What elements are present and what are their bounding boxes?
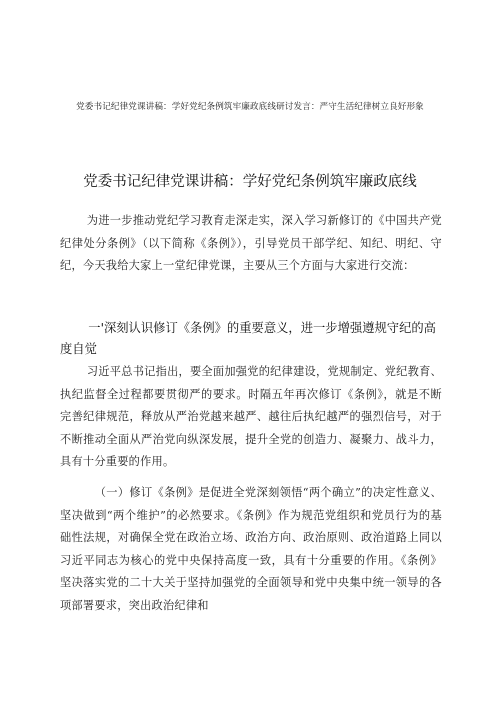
body-paragraph-2: 习近平总书记指出，要全面加强党的纪律建设，党规制定、党纪教育、执纪监督全过程都要贯彻严的要求。时隔五年再次修订《条例》，就是不断完善纪律规范，释放从严治党越来越严、越往后执纪越严的强烈信号，对于不断推动全面从严治党向纵深发展，提升全党的创造力、凝聚力、战斗力，具有十分重要的作用。 xyxy=(60,365,442,469)
body-paragraph-3: （一）修订《条例》是促进全党深刻领悟“两个确立”的决定性意义、坚决做到“两个维护”的必然要求。《条例》作为规范党组织和党员行为的基础性法规，对确保全党在政治立场、政治方向、政治原则、政治道路上同以习近平同志为核心的党中央保持高度一致，具有十分重要的作用。《条例》坚决落实党的二十大关于坚持加强党的全面领导和党中央集中统一领导的各项部署要求，突出政治纪律和 xyxy=(60,486,442,612)
document-title: 党委书记纪律党课讲稿：学好党纪条例筑牢廉政底线 xyxy=(83,174,417,190)
intro-paragraph: 为进一步推动党纪学习教育走深走实，深入学习新修订的《中国共产党纪律处分条例》（以下简称《条例》），引导党员干部学纪、知纪、明纪、守纪，今天我给大家上一堂纪律党课，主要从三个方面与大家进行交流： xyxy=(60,214,442,273)
running-header: 党委书记纪律党课讲稿：学好党纪条例筑牢廉政底线研讨发言：严守生活纪律树立良好形象 xyxy=(76,102,424,112)
section-heading-1: 一'深刻认识修订《条例》的重要意义，进一步增强遵规守纪的高度自觉 xyxy=(60,321,436,356)
